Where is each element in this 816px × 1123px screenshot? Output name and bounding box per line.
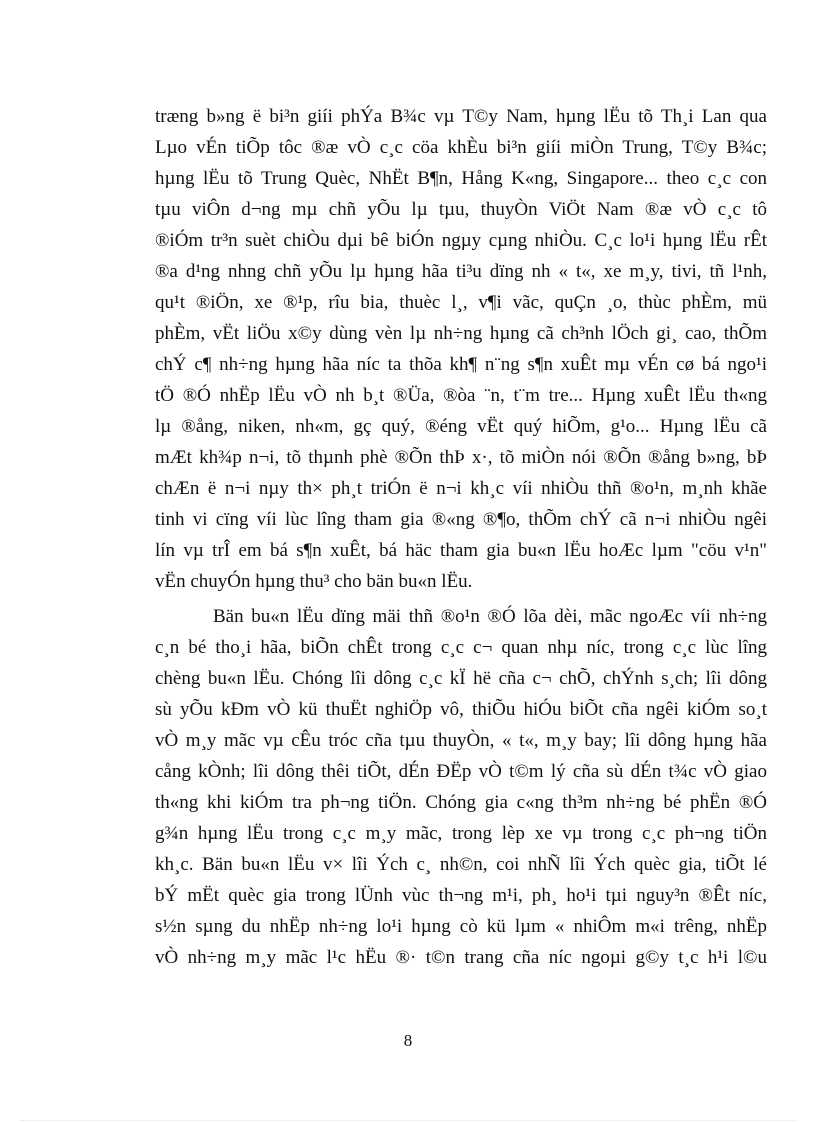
page-bottom-divider <box>20 1120 796 1121</box>
text-line: g¾n hµng lËu trong c¸c m¸y mãc, trong lèp xe vµ trong c¸c ph¬ng tiÖn <box>155 823 767 844</box>
text-line: ®iÓm tr³n suèt chiÒu dµi bê biÓn ngµy cµng nhiÒu. C¸c lo¹i hµng lËu rÊt <box>155 230 767 251</box>
text-line: tÖ ®Ó nhËp lËu vÒ nh b¸t ®Üa, ®òa ¨n, t¨m tre... Hµng xuÊt lËu th«ng <box>155 385 767 406</box>
page-number: 8 <box>403 1031 413 1050</box>
text-line: tinh vi cïng víi lùc lîng tham gia ®«ng ®¶o, thÕm chÝ cã n¬i nhiÒu ngêi <box>155 509 767 530</box>
text-line: tµu viÔn d¬ng mµ chñ yÕu lµ tµu, thuyÒn ViÖt Nam ®æ vÒ c¸c tô <box>155 199 767 220</box>
text-line: vÒ nh÷ng m¸y mãc l¹c hËu ®· t©n trang cña níc ngoµi g©y t¸c h¹i l©u <box>155 947 767 968</box>
text-line: c¸n bé tho¸i hãa, biÕn chÊt trong c¸c c¬ quan nhµ níc, trong c¸c lùc lîng <box>155 637 767 658</box>
text-line: træng b»ng ë bi³n giíi phÝa B¾c vµ T©y Nam, hµng lËu tõ Th¸i Lan qua <box>155 106 767 127</box>
text-line: ®a d¹ng nhng chñ yÕu lµ hµng hãa ti³u dïng nh « t«, xe m¸y, tivi, tñ l¹nh, <box>155 261 767 282</box>
text-line: th«ng khi kiÓm tra ph¬ng tiÖn. Chóng gia c«ng th³m nh÷ng bé phËn ®Ó <box>155 792 767 813</box>
text-line: chÝ c¶ nh÷ng hµng hãa níc ta thõa kh¶ n¨ng s¶n xuÊt mµ vÉn cø bá ngo¹i <box>155 354 767 375</box>
text-line: cång kÒnh; lîi dông thêi tiÕt, dÉn ÐËp vÒ t©m lý cña sù dÉn t¾c vÒ giao <box>155 761 767 782</box>
text-line: Bän bu«n lËu dïng mäi thñ ®o¹n ®Ó lõa dèi, mãc ngoÆc víi nh÷ng <box>213 606 767 627</box>
text-line: kh¸c. Bän bu«n lËu v× lîi Ých c¸ nh©n, coi nhÑ lîi Ých quèc gia, tiÕt lé <box>155 854 767 875</box>
text-line: bÝ mËt quèc gia trong lÜnh vùc th¬ng m¹i, ph¸ ho¹i tµi nguy³n ®Êt níc, <box>155 885 767 906</box>
text-line: phÈm, vËt liÖu x©y dùng vèn lµ nh÷ng hµng cã ch³nh lÖch gi¸ cao, thÕm <box>155 323 767 344</box>
text-line: s½n sµng du nhËp nh÷ng lo¹i hµng cò kü lµm « nhiÔm m«i trêng, nhËp <box>155 916 767 937</box>
text-line: vÒ m¸y mãc vµ cÊu tróc cña tµu thuyÒn, « t«, m¸y bay; lîi dông hµng hãa <box>155 730 767 751</box>
text-line: sù yÕu kÐm vÒ kü thuËt nghiÖp vô, thiÕu hiÓu biÕt cña ngêi kiÓm so¸t <box>155 699 767 720</box>
text-line: mÆt kh¾p n¬i, tõ thµnh phè ®Õn thÞ x·, tõ miÒn nói ®Õn ®ång b»ng, bÞ <box>155 447 767 468</box>
text-line: qu¹t ®iÖn, xe ®¹p, rîu bia, thuèc l¸, v¶i vãc, quÇn ¸o, thùc phÈm, mü <box>155 292 767 313</box>
text-line: chèng bu«n lËu. Chóng lîi dông c¸c kÏ hë cña c¬ chÕ, chÝnh s¸ch; lîi dông <box>155 668 767 689</box>
text-line: hµng lËu tõ Trung Quèc, NhËt B¶n, Hång K«ng, Singapore... theo c¸c con <box>155 168 767 189</box>
text-line: chÆn ë n¬i nµy th× ph¸t triÓn ë n¬i kh¸c víi nhiÒu thñ ®o¹n, m¸nh khãe <box>155 478 767 499</box>
text-line: Lµo vÉn tiÕp tôc ®æ vÒ c¸c cöa khÈu bi³n giíi miÒn Trung, T©y B¾c; <box>155 137 767 158</box>
text-line: vËn chuyÓn hµng thu³ cho bän bu«n lËu. <box>155 571 473 592</box>
text-line: lµ ®ång, niken, nh«m, gç quý, ®éng vËt quý hiÕm, g¹o... Hµng lËu cã <box>155 416 767 437</box>
text-line: lín vµ trÎ em bá s¶n xuÊt, bá häc tham gia bu«n lËu hoÆc lµm "cöu v¹n" <box>155 540 767 561</box>
